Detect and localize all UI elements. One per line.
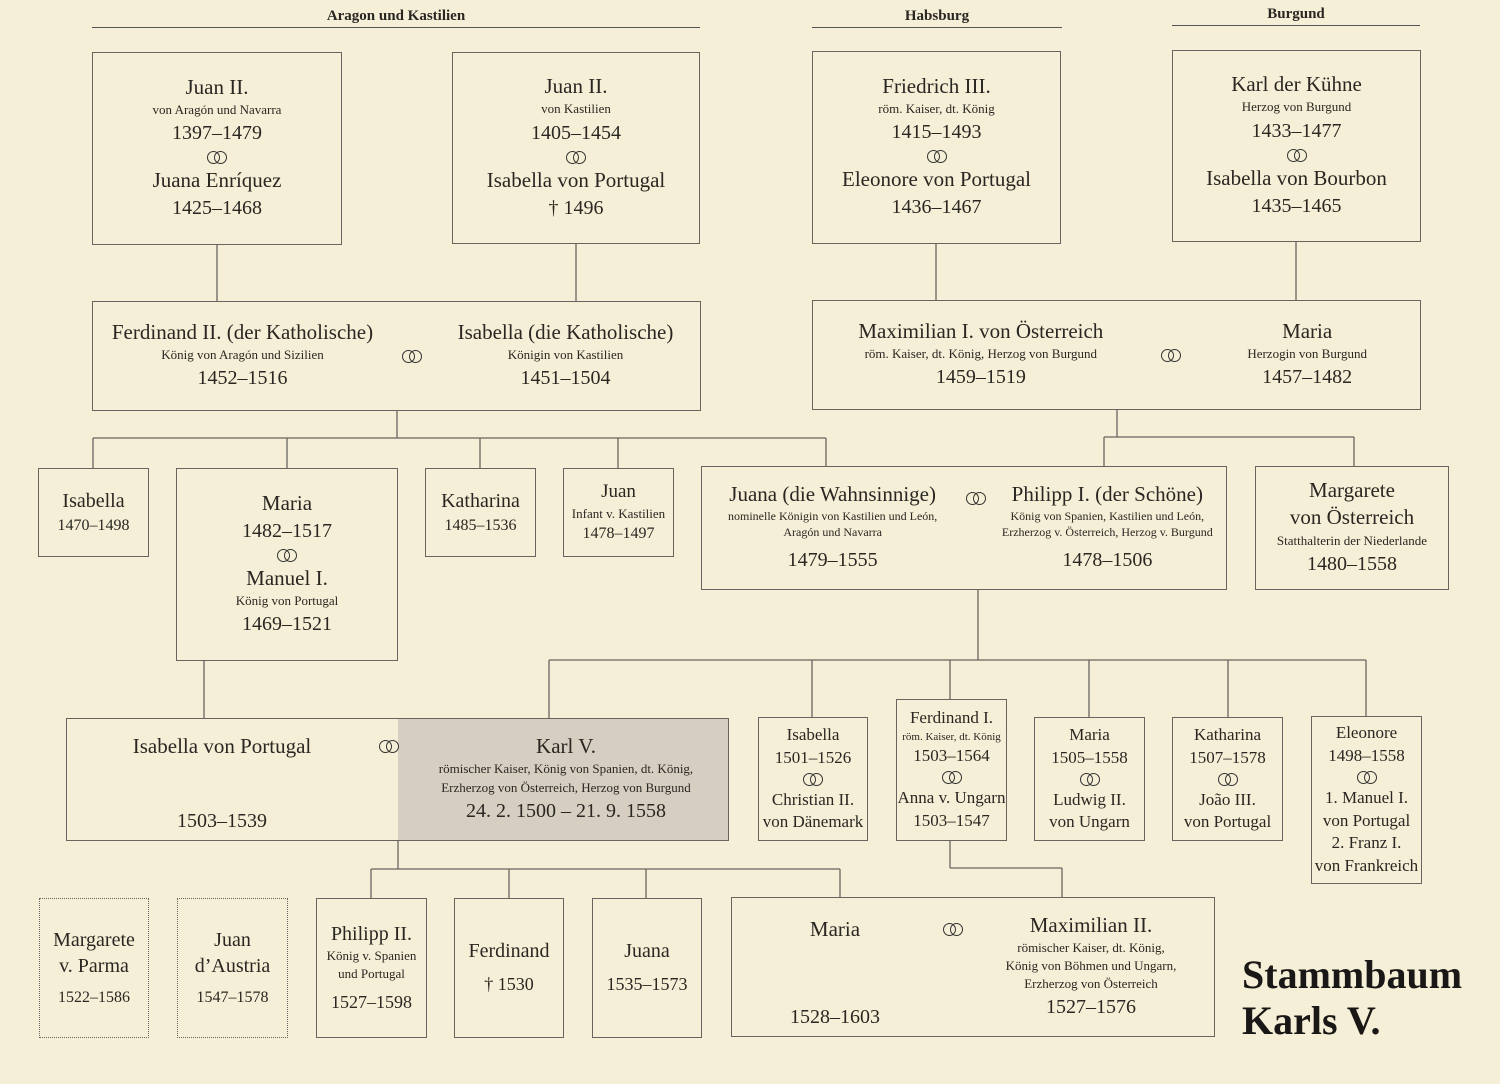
box-margarete-oesterreich xyxy=(1255,466,1449,590)
person-dates: 1501–1526 xyxy=(774,747,852,767)
person-title-line1: römischer Kaiser, König von Spanien, dt. König, xyxy=(438,761,694,777)
spouse-dates: 1528–1603 xyxy=(790,1006,880,1028)
person-dates: † 1530 xyxy=(484,974,534,995)
person-title-line2: Erzherzog von Österreich, Herzog von Burgund xyxy=(441,779,691,795)
spouse-dates: 1436–1467 xyxy=(891,196,982,219)
box-friedrich-iii xyxy=(812,51,1061,244)
person-title-line2: König von Böhmen und Ungarn, xyxy=(1005,958,1177,974)
person-title-line2: und Portugal xyxy=(338,966,405,982)
spouse-dates: 1435–1465 xyxy=(1251,194,1342,217)
spouse-name: Anna v. Ungarn xyxy=(897,787,1006,807)
spouse-name: Eleonore von Portugal xyxy=(842,167,1031,192)
box-isabella-christian xyxy=(758,717,868,841)
person-dates: 1527–1598 xyxy=(331,991,412,1012)
marriage-rings-icon xyxy=(564,151,588,164)
person-dates: 1470–1498 xyxy=(57,516,130,534)
person-dates: 1485–1536 xyxy=(444,516,517,534)
spouse-title: von Ungarn xyxy=(1049,812,1130,832)
box-isabella-1470 xyxy=(38,468,149,557)
box-juan-d-austria xyxy=(177,898,288,1038)
person-dates: 1459–1519 xyxy=(935,366,1026,389)
box-eleonore xyxy=(1311,716,1422,884)
person-name: Isabella xyxy=(62,489,125,512)
spouse-name: Ludwig II. xyxy=(1053,789,1126,809)
person-name-line1: Margarete xyxy=(1309,478,1395,503)
marriage-rings-icon xyxy=(377,740,401,753)
header-habsburg: Habsburg xyxy=(812,8,1062,28)
box-maria-maximilian-ii xyxy=(731,897,1215,1037)
marriage-rings-icon xyxy=(801,773,825,786)
person-name: Juana (die Wahnsinnige) xyxy=(729,481,936,506)
spouse-title: König von Portugal xyxy=(235,593,339,609)
spouse-2-name: 2. Franz I. xyxy=(1331,833,1402,853)
spouse-name: João III. xyxy=(1199,789,1256,809)
person-dates: 1433–1477 xyxy=(1251,119,1342,142)
marriage-rings-icon xyxy=(1285,149,1309,162)
person-dates: 1503–1564 xyxy=(913,745,990,765)
person-dates: 1479–1555 xyxy=(787,549,878,572)
spouse-dates: 1425–1468 xyxy=(172,197,262,220)
header-burgund: Burgund xyxy=(1172,6,1420,26)
spouse-2-title: von Frankreich xyxy=(1314,856,1419,876)
box-maria-ludwig xyxy=(1034,717,1145,841)
marriage-rings-icon xyxy=(940,771,964,784)
person-dates: 1397–1479 xyxy=(172,122,262,145)
person-name: Katharina xyxy=(441,489,520,512)
box-maria-manuel xyxy=(176,468,398,661)
person-title-line1: römischer Kaiser, dt. König, xyxy=(1017,939,1165,955)
spouse-1-title: von Portugal xyxy=(1322,810,1411,830)
person-title: röm. Kaiser, dt. König xyxy=(902,731,1001,744)
person-dates: 24. 2. 1500 – 21. 9. 1558 xyxy=(466,799,666,822)
person-name: Maria xyxy=(261,490,313,515)
box-philipp-ii xyxy=(316,898,427,1038)
person-name: Karl der Kühne xyxy=(1231,72,1362,97)
box-katharina-joao xyxy=(1172,717,1283,841)
person-dates: 1507–1578 xyxy=(1189,747,1266,767)
spouse-1-name: 1. Manuel I. xyxy=(1324,787,1409,807)
person-dates: 1482–1517 xyxy=(242,519,332,542)
person-name: Juana xyxy=(624,940,670,963)
spouse-dates: 1469–1521 xyxy=(242,613,332,636)
person-dates: 1415–1493 xyxy=(891,121,982,144)
box-juana-1535 xyxy=(592,898,702,1038)
spouse-title-line1: König von Spanien, Kastilien und León, xyxy=(1010,508,1205,523)
person-name: Maximilian I. von Österreich xyxy=(858,318,1104,343)
person-dates: 1498–1558 xyxy=(1328,745,1405,765)
spouse-title: Königin von Kastilien xyxy=(507,347,624,363)
person-name: Juan II. xyxy=(185,74,249,99)
person-dates: 1527–1576 xyxy=(1046,996,1136,1019)
person-title-line1: König v. Spanien xyxy=(326,948,417,964)
person-name: Ferdinand I. xyxy=(909,708,994,728)
diagram-title xyxy=(1242,952,1462,1044)
spouse-name: Juana Enríquez xyxy=(152,168,282,193)
box-ferdinand-i xyxy=(896,699,1007,841)
marriage-rings-icon xyxy=(275,549,299,562)
spouse-name: Isabella von Portugal xyxy=(486,167,666,192)
person-name: Philipp II. xyxy=(330,923,413,946)
person-dates: 1452–1516 xyxy=(197,367,288,390)
title-line1: Stammbaum xyxy=(1242,952,1463,997)
person-title-line1: nominelle Königin von Kastilien und León, xyxy=(728,508,938,523)
person-dates: 1480–1558 xyxy=(1307,552,1397,575)
person-title: röm. Kaiser, dt. König xyxy=(878,100,995,116)
spouse-dates: 1478–1506 xyxy=(1062,549,1153,572)
spouse-title: Herzogin von Burgund xyxy=(1247,346,1367,362)
person-name: Maria xyxy=(1069,724,1110,744)
person-name-line2: v. Parma xyxy=(59,954,129,977)
spouse-dates: 1457–1482 xyxy=(1262,366,1353,389)
person-title: röm. Kaiser, dt. König, Herzog von Burgund xyxy=(864,346,1098,362)
person-name-line2: d’Austria xyxy=(194,954,271,977)
box-karl-der-kuehne xyxy=(1172,50,1421,242)
title-line2: Karls V. xyxy=(1242,998,1381,1043)
spouse-title: von Portugal xyxy=(1183,812,1272,832)
marriage-rings-icon xyxy=(1159,349,1183,362)
box-maximilian-maria xyxy=(812,300,1421,410)
spouse-title-line2: Erzherzog v. Österreich, Herzog v. Burgund xyxy=(1001,525,1213,540)
person-dates: 1547–1578 xyxy=(196,988,269,1006)
person-title: Statthalterin der Niederlande xyxy=(1276,532,1428,548)
person-name-line1: Juan xyxy=(214,928,251,951)
box-katharina-1485 xyxy=(425,468,536,557)
spouse-title: von Dänemark xyxy=(762,812,864,832)
person-dates: 1522–1586 xyxy=(58,988,130,1006)
header-aragon-kastilien: Aragon und Kastilien xyxy=(92,8,700,28)
box-margarete-parma xyxy=(39,898,149,1038)
person-dates: 1478–1497 xyxy=(582,525,655,543)
marriage-rings-icon xyxy=(205,151,229,164)
person-name-line2: von Österreich xyxy=(1289,505,1415,530)
marriage-rings-icon xyxy=(941,923,965,936)
marriage-rings-icon xyxy=(400,350,424,363)
person-name: Juan xyxy=(601,481,636,503)
spouse-name: Isabella von Bourbon xyxy=(1206,165,1387,190)
spouse-name: Isabella (die Katholische) xyxy=(457,319,674,344)
marriage-rings-icon xyxy=(964,492,988,505)
spouse-dates: † 1496 xyxy=(548,196,604,219)
person-name: Maximilian II. xyxy=(1029,912,1153,937)
person-name: Katharina xyxy=(1193,724,1262,744)
person-name: Isabella xyxy=(786,724,840,744)
person-dates: 1405–1454 xyxy=(531,121,621,144)
person-dates: 1505–1558 xyxy=(1051,747,1128,767)
box-juan-ii-kastilien xyxy=(452,52,700,244)
person-title: Herzog von Burgund xyxy=(1241,99,1352,115)
person-name: Friedrich III. xyxy=(882,73,991,98)
marriage-rings-icon xyxy=(1078,773,1102,786)
box-ferdinand-1530 xyxy=(454,898,564,1038)
spouse-name: Christian II. xyxy=(771,789,855,809)
spouse-name: Manuel I. xyxy=(246,565,328,590)
person-dates: 1535–1573 xyxy=(606,974,688,995)
person-title-line2: Aragón und Navarra xyxy=(783,525,882,540)
box-juan-ii-aragon xyxy=(92,52,342,245)
person-name: Eleonore xyxy=(1335,722,1398,742)
spouse-dates: 1503–1547 xyxy=(913,810,990,830)
person-name: Ferdinand xyxy=(468,940,550,963)
spouse-dates: 1451–1504 xyxy=(520,367,611,390)
person-name: Karl V. xyxy=(536,734,596,759)
spouse-name: Maria xyxy=(1282,318,1333,343)
box-isabella-karl-v xyxy=(66,718,729,841)
person-title: König von Aragón und Sizilien xyxy=(161,347,324,363)
person-title-line3: Erzherzog von Österreich xyxy=(1024,976,1158,992)
person-name: Juan II. xyxy=(544,74,608,99)
marriage-rings-icon xyxy=(1216,773,1240,786)
spouse-name: Isabella von Portugal xyxy=(132,734,312,758)
person-name: Ferdinand II. (der Katholische) xyxy=(111,319,374,344)
person-name-line1: Margarete xyxy=(53,928,135,951)
box-juan-infant xyxy=(563,468,674,557)
marriage-rings-icon xyxy=(1355,771,1379,784)
box-ferdinand-isabella xyxy=(92,301,701,411)
marriage-rings-icon xyxy=(925,150,949,163)
person-title: von Kastilien xyxy=(541,101,611,117)
spouse-name: Philipp I. (der Schöne) xyxy=(1011,481,1203,506)
spouse-name: Maria xyxy=(809,917,861,941)
spouse-dates: 1503–1539 xyxy=(177,810,267,832)
box-juana-philipp xyxy=(701,466,1227,590)
person-title: von Aragón und Navarra xyxy=(152,101,282,117)
person-title: Infant v. Kastilien xyxy=(571,506,666,522)
